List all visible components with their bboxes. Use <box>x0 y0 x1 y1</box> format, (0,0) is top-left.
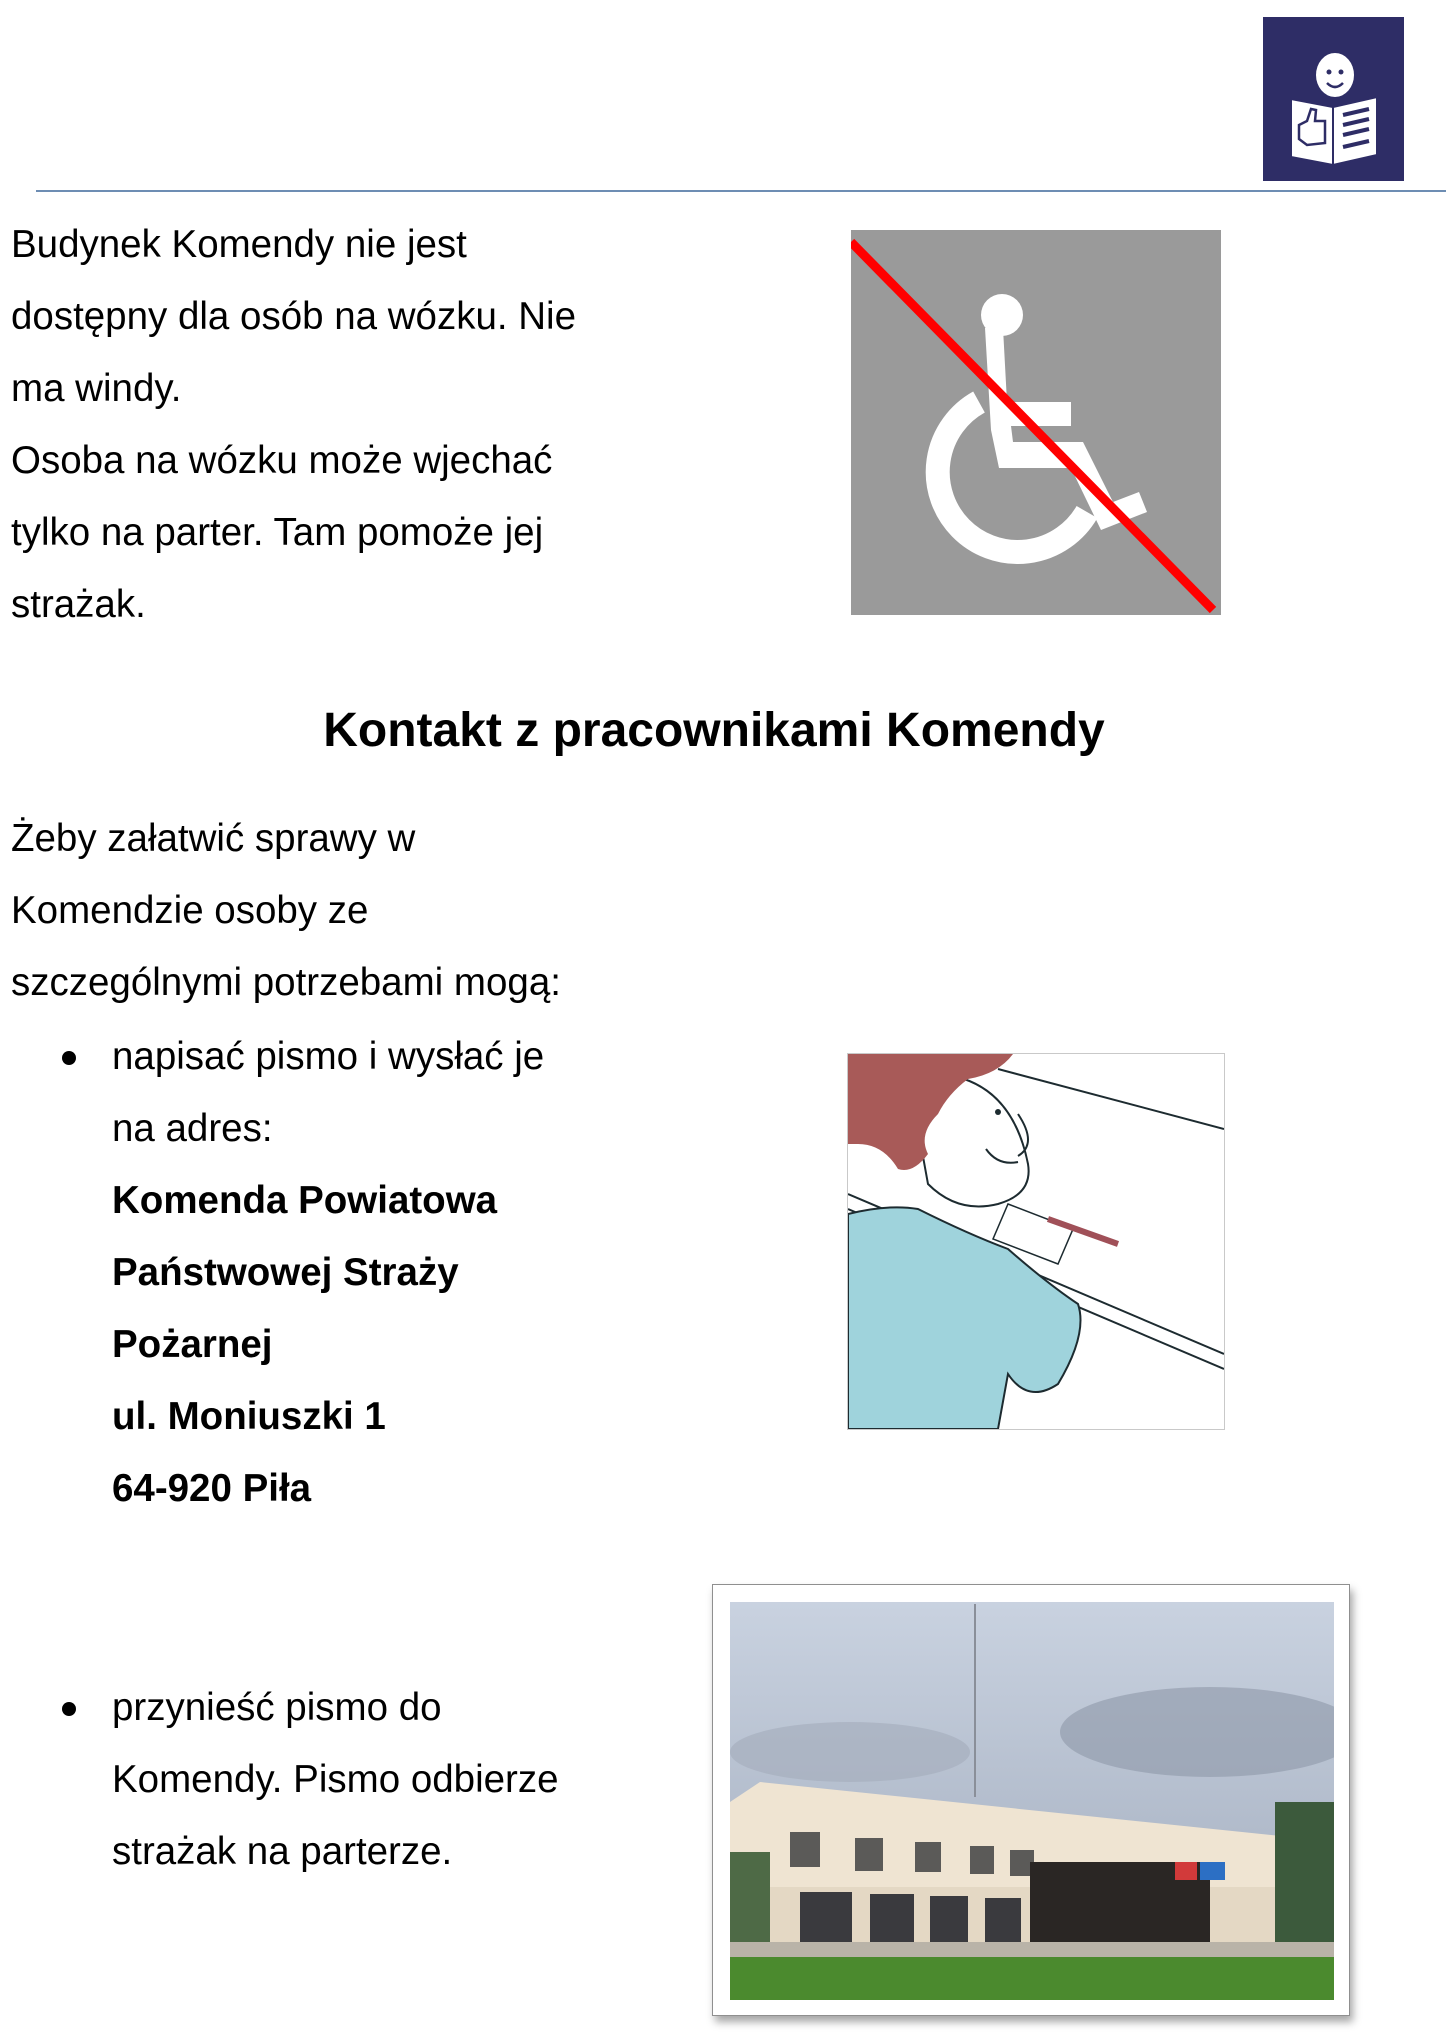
text-line: Komendzie osoby ze <box>11 889 369 932</box>
person-writing-letter-illustration <box>848 1054 1224 1429</box>
address-line: 64-920 Piła <box>112 1467 312 1510</box>
fire-station-building-photo <box>730 1602 1334 2000</box>
address-line: ul. Moniuszki 1 <box>112 1395 386 1438</box>
text-line: dostępny dla osób na wózku. Nie <box>11 295 577 338</box>
text-line: napisać pismo i wysłać je <box>112 1035 545 1078</box>
address-line: Komenda Powiatowa <box>112 1179 498 1222</box>
text-line: Komendy. Pismo odbierze <box>112 1758 559 1801</box>
no-wheelchair-access-icon <box>851 230 1221 615</box>
text-line: Budynek Komendy nie jest <box>11 223 467 266</box>
section-title-text: Kontakt z pracownikami Komendy <box>323 704 1105 757</box>
text-line: na adres: <box>112 1107 273 1150</box>
text-line: szczególnymi potrzebami mogą: <box>11 961 561 1004</box>
text-line: ma windy. <box>11 367 182 410</box>
text-line: strażak na parterze. <box>112 1830 453 1873</box>
easy-to-read-icon <box>1263 17 1404 181</box>
list-item-text <box>112 1672 559 1888</box>
list-item-text <box>112 1021 544 1525</box>
bullet-icon <box>62 1051 76 1065</box>
easy-to-read-logo <box>1263 17 1404 181</box>
address-line: Państwowej Straży <box>112 1251 459 1294</box>
contact-intro <box>11 803 561 1019</box>
header-divider <box>36 190 1446 192</box>
address-line: Pożarnej <box>112 1323 273 1366</box>
text-line: strażak. <box>11 583 146 626</box>
no-wheelchair-access-image <box>851 230 1221 615</box>
section-title <box>0 703 1452 758</box>
bullet-icon <box>62 1702 76 1716</box>
text-line: tylko na parter. Tam pomoże jej <box>11 511 544 554</box>
accessibility-paragraph <box>11 209 576 641</box>
person-writing-letter-image <box>847 1053 1225 1430</box>
text-line: przynieść pismo do <box>112 1686 442 1729</box>
text-line: Żeby załatwić sprawy w <box>11 817 416 860</box>
text-line: Osoba na wózku może wjechać <box>11 439 553 482</box>
fire-station-photo-frame <box>712 1584 1350 2016</box>
